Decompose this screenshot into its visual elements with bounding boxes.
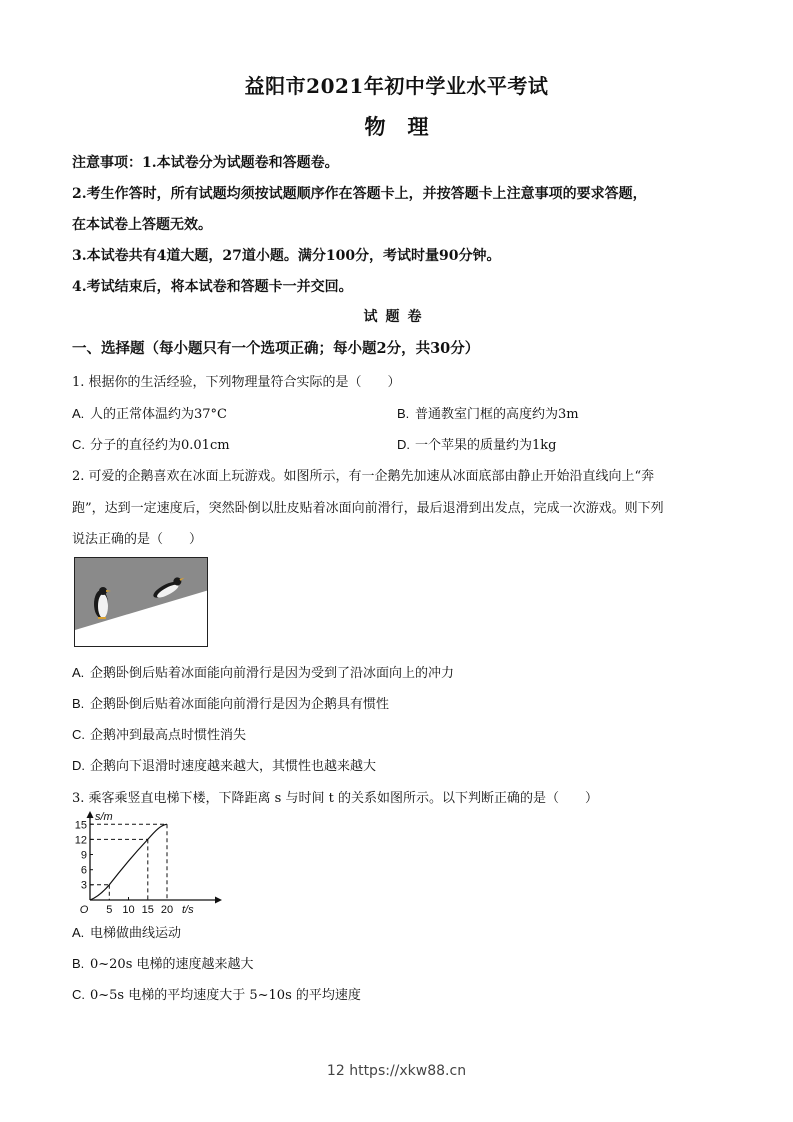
page-footer [0,1063,793,1079]
option-label: A. [72,925,85,940]
subject-char-2: 理 [407,114,429,139]
option-text: 电梯做曲线运动 [90,926,182,941]
q3-option-c [72,984,361,1003]
x-tick: 10 [122,904,135,916]
q2-option-d [72,755,376,774]
option-label: B. [72,696,85,711]
subject-title [0,111,793,141]
option-label: B. [72,956,85,971]
y-tick: 3 [80,879,87,892]
q3-option-b [72,953,254,972]
q2-option-b [72,693,389,712]
option-label: A. [72,406,85,421]
penguin-slope-image [75,558,208,647]
page-number: 12 [326,1063,345,1079]
option-text: 企鹅向下退滑时速度越来越大，其惯性也越来越大 [90,759,377,774]
question-2-stem-line: 说法正确的是（ ） [72,532,203,547]
x-tick: 15 [141,904,154,916]
exam-title: 益阳市2021年初中学业水平考试 [244,74,549,98]
option-text: 普通教室门框的高度约为3m [415,407,579,422]
option-text: 企鹅卧倒后贴着冰面能向前滑行是因为受到了沿冰面向上的冲力 [90,666,455,681]
x-axis-label: t/s [182,904,194,916]
option-label: A. [72,665,85,680]
question-2-stem-line: 2. 可爱的企鹅喜欢在冰面上玩游戏。如图所示，有一企鹅先加速从冰面底部由静止开始沿直线向上“奔 [72,469,655,484]
q2-option-a [72,662,454,681]
option-label: D. [72,758,85,773]
note-line: 2.考生作答时，所有试题均须按试题顺序作在答题卡上，并按答题卡上注意事项的要求答题， [72,186,647,202]
y-axis-label: s/m [95,811,113,823]
option-text: 人的正常体温约为37°C [90,407,227,422]
question-3-stem: 3. 乘客乘竖直电梯下楼，下降距离 s 与时间 t 的关系如图所示。以下判断正确的是（ ） [72,791,598,806]
s-t-graph [70,809,230,919]
option-label: C. [72,437,85,452]
option-text: 企鹅卧倒后贴着冰面能向前滑行是因为企鹅具有惯性 [90,697,390,712]
y-tick: 6 [80,864,87,877]
x-tick: 20 [160,904,174,916]
note-line: 在本试卷上答题无效。 [72,217,212,233]
q3-option-a [72,922,181,941]
y-tick: 9 [80,849,87,862]
option-label: C. [72,987,85,1002]
q1-option-b [397,403,579,422]
note-line: 3.本试卷共有4道大题，27道小题。满分100分，考试时量90分钟。 [72,248,501,264]
question-1-stem: 1. 根据你的生活经验，下列物理量符合实际的是（ ） [72,375,401,390]
q1-option-c [72,434,230,453]
s-t-chart [70,809,230,919]
subject-char-1: 物 [364,114,386,139]
penguin-figure [74,557,208,647]
y-tick: 12 [74,834,87,847]
option-text: 一个苹果的质量约为1kg [415,438,557,453]
option-text: 0~5s 电梯的平均速度大于 5~10s 的平均速度 [90,988,361,1003]
note-line: 注意事项：1.本试卷分为试题卷和答题卷。 [72,155,339,171]
option-label: C. [72,727,85,742]
option-label: B. [397,406,410,421]
y-tick: 15 [74,819,87,832]
q1-option-a [72,403,227,422]
option-text: 分子的直径约为0.01cm [90,438,230,453]
option-label: D. [397,437,410,452]
note-line: 4.考试结束后，将本试卷和答题卡一并交回。 [72,279,353,295]
x-tick: 5 [106,904,113,916]
section-title: 试题卷 [363,309,430,325]
part-heading: 一、选择题（每小题只有一个选项正确；每小题2分，共30分） [72,340,480,357]
option-text: 0~20s 电梯的速度越来越大 [90,957,254,972]
origin-label: O [79,904,89,916]
q2-option-c [72,724,246,743]
option-text: 企鹅冲到最高点时惯性消失 [90,728,247,743]
footer-url[interactable]: https://xkw88.cn [349,1063,467,1079]
question-2-stem-line: 跑”，达到一定速度后，突然卧倒以肚皮贴着冰面向前滑行，最后退滑到出发点，完成一次游戏。则下列 [72,501,664,516]
q1-option-d [397,434,556,453]
